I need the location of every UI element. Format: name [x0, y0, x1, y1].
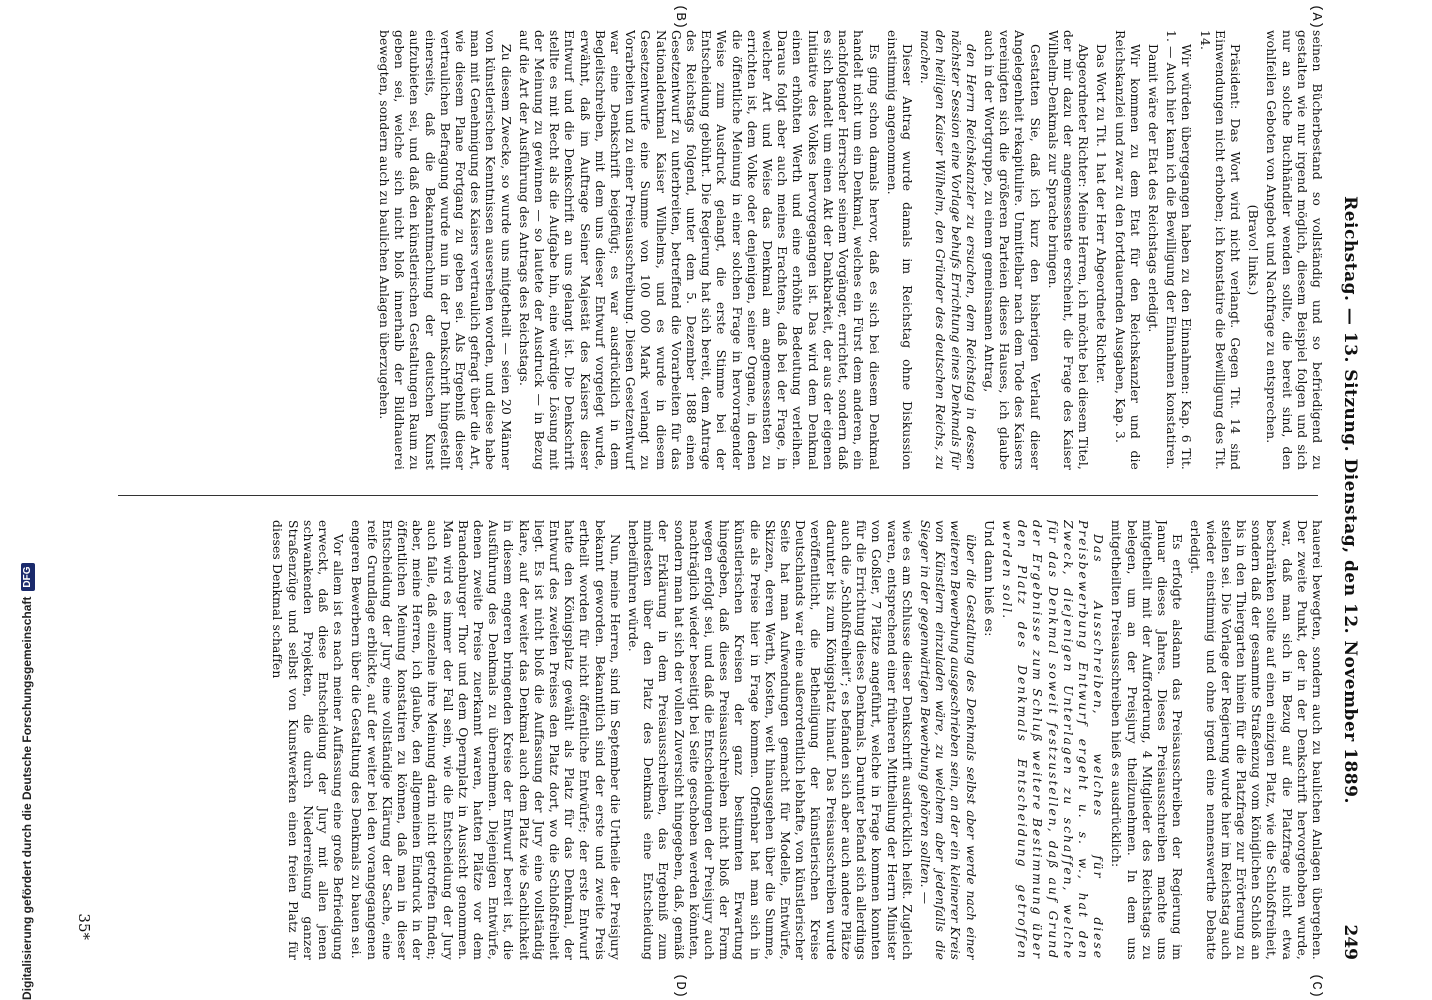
paragraph: seinen Bücherbestand so vollständig und so befriedigend zu gestalten wie nur irgend möglich, diesem Beispiel folgen und sich nur an solche Buchhändler wenden sollte, die bereit sind, den wohlfeilen Geboten von Angebot und Nachfrage zu entsprechen. [1264, 30, 1324, 470]
margin-marker-c: (C) [1308, 973, 1324, 999]
margin-marker-d: (D) [672, 973, 688, 999]
quotation: Das Ausschreiben, welches für diese Preisbewerbung Entwurf ergeht u. s. w., hat den Zweck, diejenigen Unterlagen zu schaffen, welche für das Denkmal soweit festzustellen, daß auf Grund der Ergebnisse zum Schluß weitere Bestimmung über den Platz des Denkmals Entscheidung getroffen werden soll. [999, 520, 1106, 960]
paragraph: Vor allem ist es nach meiner Auffassung eine große Befriedigung erweckt, daß diese Entscheidung der Jury mit allen jenen schwankenden Projekten, die durch Niederreißung ganzer Straßenzüge und selbst von Kunstwerken einen freien Platz für dieses Denkmal schaffen [270, 520, 346, 960]
page-title: Reichstag. — 13. Sitzung. Dienstag, den 12. November 1889. [1340, 196, 1360, 804]
digitization-credit [14, 0, 40, 1000]
credit-text: Digitalisierung gefördert durch die Deutsche Forschungsgemeinschaft [20, 596, 34, 1000]
paragraph: Und dann hieß es: [981, 520, 996, 637]
paragraph: wie es am Schlusse dieser Denkschrift ausdrücklich heißt. Zugleich waren, entsprechend einer früheren Mittheilung der Herrn Minister von Goßler, 7 Plätze angeführt, welche in Frage kommen konnten für die Errichtung dieses Denkmals. Darunter befand sich allerdings auch die „Schloßfreiheit“; es befanden sich aber auch andere Plätze darunter bis zum Königsplatz hinauf. Das Preisausschreiben wurde veröffentlicht, die Betheiligung der künstlerischen Kreise Deutschlands war eine außerordentlich lebhafte, von künstlerischer Seite hat man Aufwendungen gemacht für Modelle, Entwürfe, Skizzen, deren Werth, Kosten, weit hinausgehen über die Summe, die als Preise hier in Frage kommen. Offenbar hat man sich in künstlerischen Kreisen der ganz bestimmten Erwartung hingegeben, daß dieses Preisausschreiben nicht bloß der Form wegen erfolgt sei, und daß die Entscheidungen der Preisjury auch nachträglich wieder beseitigt bei Seite geschoben werden könnten, sondern man hat sich der vollen Zuversicht hingegeben, daß, gemäß der Erklärung in dem Preisausschreiben, das Ergebniß zum mindesten über den Platz des Denkmals eine Entscheidung herbeiführen würde. [626, 520, 914, 960]
page-number: 249 [1340, 924, 1360, 960]
paragraph: Präsident: Das Wort wird nicht verlangt. Gegen Tit. 14 sind Einwendungen nicht erhoben; ich konstatire die Bewilligung des Tit. 14. [1197, 30, 1242, 470]
paragraph: Es ging schon damals hervor, daß es sich bei diesem Denkmal handelt nicht um ein Denkmal, welches ein Fürst dem anderen, ein nachfolgender Herrscher seinem Vorgänger, errichtet, sondern daß es sich handelt um einen Akt der Dankbarkeit, der aus der eigenen Initiative des Volkes hervorgegangen ist. Das wird dem Denkmal einen erhöhten Werth und eine erhöhte Bedeutung verleihen. Daraus folgt aber auch meines Erachtens, daß bei der Frage, in welcher Art und Weise das Denkmal am angemessensten zu errichten ist, dem Volke oder denjenigen, seiner Organe, in denen die öffentliche Meinung in einer solchen Frage in hervorragender Weise zum Ausdruck gelangt, die erste Stimme bei der Entscheidung gebührt. Die Regierung hat sich bereit, dem Antrage des Reichstags folgend, unter dem 5. Dezember 1888 einen Gesetzentwurf zu unterbreiten, betreffend die Vorarbeiten für das Nationaldenkmal Kaiser Wilhelms, und es wurde in diesem Gesetzentwurfe eine Summe von 100 000 Mark verlangt zu Vorarbeiten und zu einer Preisausschreibung. Diesen Gesetzentwurf war eine Denkschrift beigefügt; es war ausdrücklich in dem Begleitschreiben, mit dem uns dieser Entwurf vorgelegt wurde, erwähnt, daß im Auftrage Seiner Majestät des Kaisers dieser Entwurf und die Denkschrift an uns gelangt ist. Die Denkschrift stellte es mit Recht als die Aufgabe hin, eine würdige Lösung mit der Meinung zu gewinnen — so lautete der Ausdruck — in Bezug auf die Art der Ausführung des Antrags des Reichstags. [516, 30, 881, 470]
paragraph: Gestatten Sie, daß ich kurz den bisherigen Verlauf dieser Angelegenheit rekapitulire. Unmittelbar nach dem Tode des Kaisers vereinigten sich die größeren Parteien dieses Hauses, ich glaube auch in der Wortgruppe, zu einem gemeinsamen Antrag, [981, 30, 1042, 470]
margin-marker-a: (A) [1308, 4, 1324, 30]
signature-mark: 35* [75, 913, 93, 940]
paragraph: Dieser Antrag wurde damals im Reichstag ohne Diskussion einstimmig angenommen. [884, 30, 914, 470]
paragraph: Wir kommen zu dem Etat für den Reichskanzler und die Reichskanzlei und zwar zu den fortdauernden Ausgaben, Kap. 3. [1112, 30, 1142, 470]
paragraph: hauerei bewegten, sondern auch zu baulichen Anlagen übergehen. Der zweite Punkt, der in der Denkschrift hervorgehoben wurde, war, daß man sich in Bezug auf die Platzfrage nicht etwa beschränken sollte auf einen einzigen Platz, wie die Schloßfreiheit, sondern daß der gesammte Straßenzug vom königlichen Schloß an bis in den Thiergarten hinein für die Platzfrage zur Erörterung zu stellen sei. Die Vorlage der Regierung wurde hier im Reichstag auch wieder einstimmig und ohne irgend eine nennenswerthe Debatte erledigt. [1188, 520, 1324, 960]
paragraph: Es erfolgte alsdann das Preisausschreiben der Regierung im Januar dieses Jahres. Dieses Preisausschreiben machte uns mitgetheilt mit der Aufforderung, 4 Mitglieder des Reichstags zu belegen, um an der Preisjury theilzunehmen. In dem uns mitgetheilten Preisausschreiben hieß es ausdrücklich: [1109, 520, 1185, 960]
quotation: über die Gestaltung des Denkmals selbst aber werde nach einer weiteren Bewerbung ausgeschrieben sein, an der ein kleinerer Kreis von Künstlern einzuladen wäre, zu welchem aber jedenfalls die Sieger in der gegenwärtigen Bewerbung gehören sollten. — [917, 520, 978, 960]
column-divider [118, 495, 1318, 496]
margin-marker-b: (B) [672, 4, 688, 30]
dfg-logo: DFG [21, 563, 35, 590]
paragraph: Abgeordneter Richter: Meine Herren, ich möchte bei diesem Titel, der mir dazu der angemessenste erscheint, die Frage des Kaiser Wilhelm-Denkmals zur Sprache bringen. [1045, 30, 1091, 470]
left-column [104, 30, 1324, 470]
right-column [104, 520, 1324, 960]
scanned-page [58, 0, 1388, 1000]
paragraph: Damit wäre der Etat des Reichstags erledigt. [1145, 44, 1160, 333]
paragraph: Das Wort zu Tit. 1 hat der Herr Abgeordnete Richter. [1094, 44, 1109, 384]
paragraph: Zu diesem Zwecke, so wurde uns mitgetheilt — seien 20 Männer von künstlerischen Kenntnissen ausersehen worden, und diese habe man mit Genehmigung des Kaisers vertraulich gefragt über die Art, wie diesem Plane Fortgang zu geben sei. Als Ergebniß dieser vertraulichen Befragung wurde nun in der Denkschrift hingestellt einerseits, daß die Bekanntmachung der deutschen Kunst aufzubieten sei, und daß den künstlerischen Gestaltungen Raum zu geben sei, welche sich nicht bloß innerhalb der Bildhauerei bewegten, sondern auch zu baulichen Anlagen überzugehen. [377, 30, 513, 470]
running-head [1336, 30, 1366, 970]
interjection: (Bravo! links.) [1246, 204, 1261, 296]
paragraph: Wir würden übergegangen haben zu den Einnahmen: Kap. 6 Tit. 1. — Auch hier kann ich die Bewilligung der Einnahmen konstatiren. [1164, 30, 1194, 470]
quoted-motion: den Herrn Reichskanzler zu ersuchen, dem Reichstag in dessen nächster Session eine Vorlage behufs Errichtung eines Denkmals für den heiligen Kaiser Wilhelm, den Gründer des deutschen Reichs, zu machen. [918, 30, 978, 470]
page-footer [63, 0, 93, 1000]
paragraph: Nun, meine Herren, sind im September die Urtheile der Preisjury bekannt geworden. Bekanntlich sind der erste und zweite Preis ertheilt worden für nicht öffentliche Entwürfe; der erste Entwurf hatte den Königsplatz gewählt als Platz für das Denkmal, der Entwurf des zweiten Preises den Platz dort, wo die Schloßfreiheit liegt. Es ist nicht bloß die Auffassung der Jury eine vollständig klare, auf der weiter das Denkmal auch dem Platz wie Sachlichkeit in diesem engeren bringenden Kreise der Entwurf bereit ist, die Ausführung des Denkmals zu übernehmen. Diejenigen Entwürfe, denen zweite Preise zuerkannt waren, hatten Plätze vor dem Brandenburger Thor und dem Opernplatz in Aussicht genommen. Man wird es immer der Fall sein, wie die Entscheidung der Jury auch falle, daß einzelne ihre Meinung darin nicht getroffen finden; aber, meine Herren, ich glaube, den allgemeinen Eindruck in der öffentlichen Meinung konstatiren zu können, daß man in dieser Entscheidung der Jury eine vollständige Klärung der Sache, eine reife Grundlage erblickte, auf der weiter bei den vorangegangenen engeren Bewerbern über die Gestaltung des Denkmals zu bauen sei. [349, 520, 622, 960]
